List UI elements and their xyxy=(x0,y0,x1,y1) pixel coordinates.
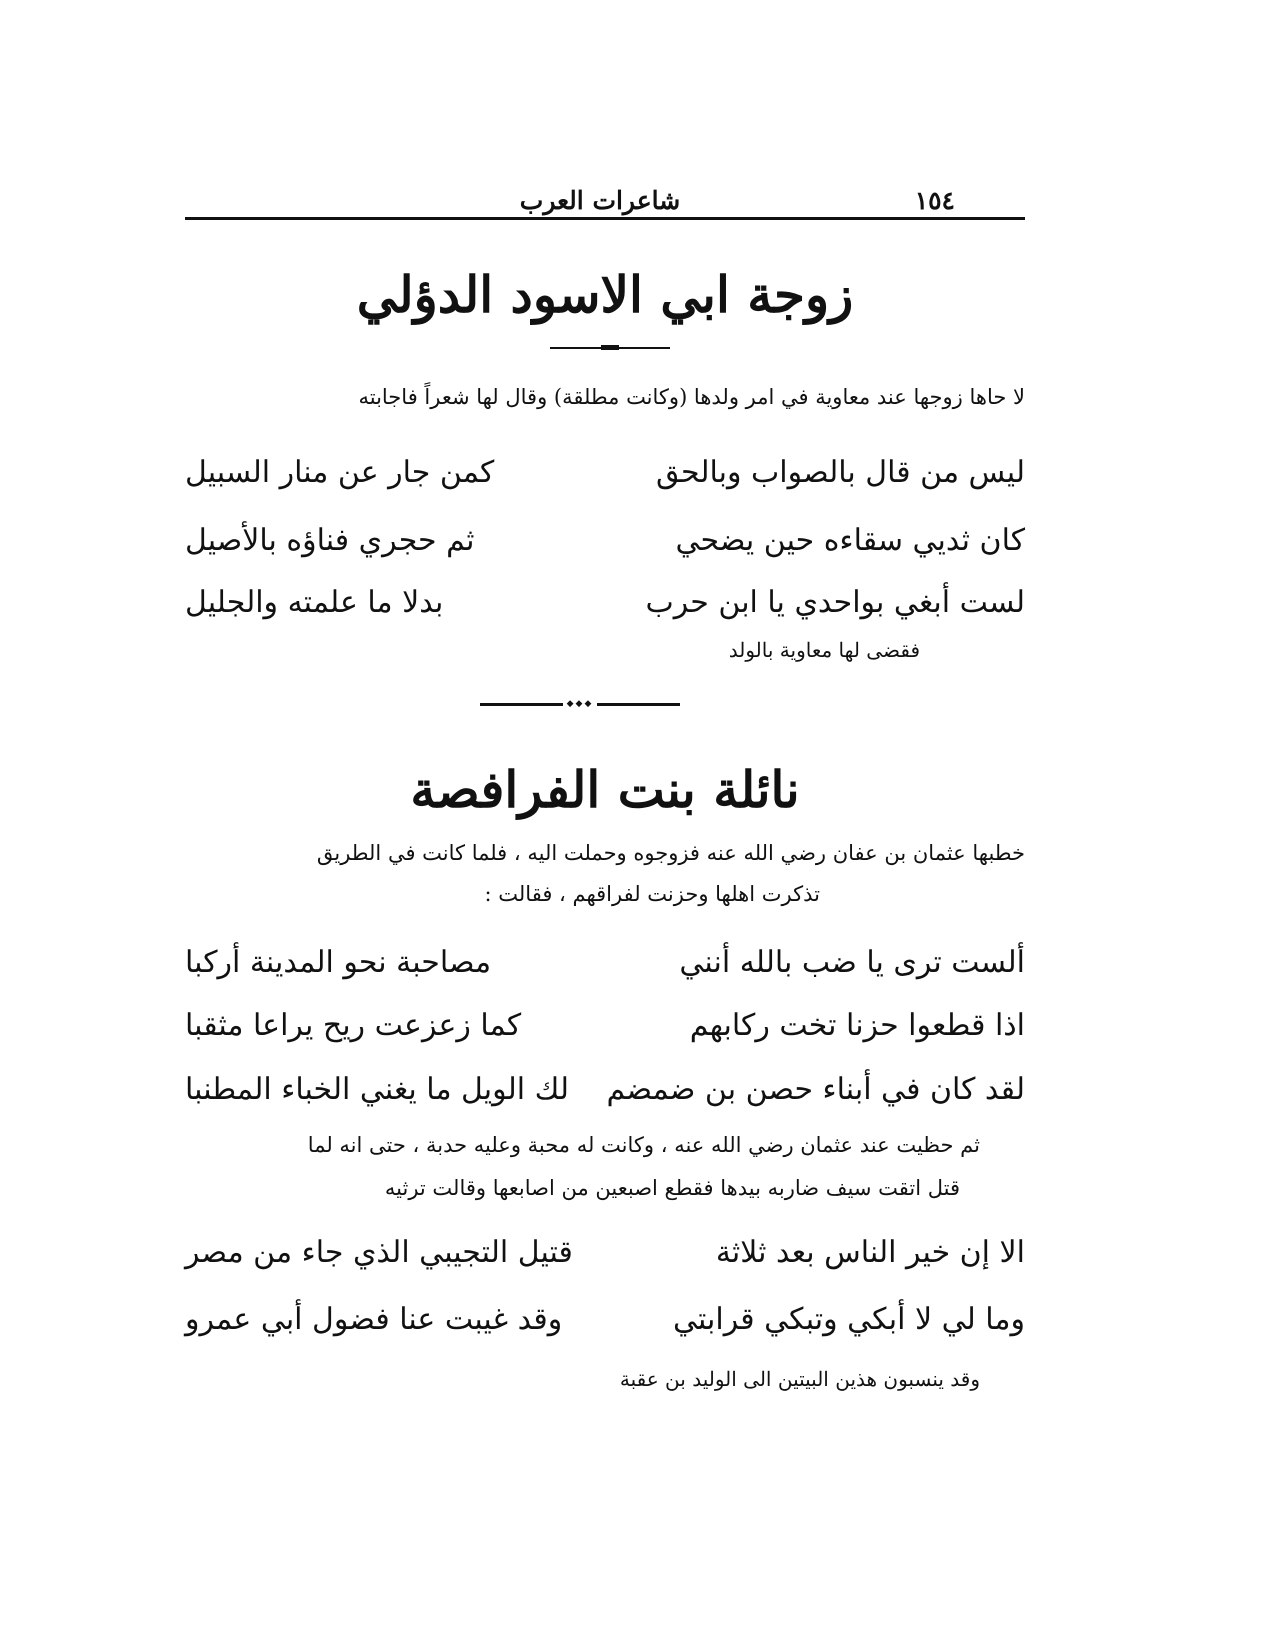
title-underline-1 xyxy=(550,347,670,349)
verse-second-hemistich: قتيل التجيبي الذي جاء من مصر xyxy=(185,1235,573,1270)
section-title-2: نائلة بنت الفرافصة xyxy=(410,760,800,819)
book-title: شاعرات العرب xyxy=(519,186,681,215)
verse-line xyxy=(185,998,1025,1054)
middle-paragraph-line2: قتل اتقت سيف ضاربه بيدها فقطع اصبعين من اصابعها وقالت ترثيه xyxy=(384,1176,960,1200)
verse-first-hemistich: لقد كان في أبناء حصن بن ضمضم xyxy=(606,1072,1025,1107)
verse-first-hemistich: لست أبغي بواحدي يا ابن حرب xyxy=(645,585,1025,620)
intro-paragraph-2-line2: تذكرت اهلها وحزنت لفراقهم ، فقالت : xyxy=(484,882,820,906)
verse-line xyxy=(185,1225,1025,1281)
verse-line xyxy=(185,575,1025,631)
verse-second-hemistich: مصاحبة نحو المدينة أركبا xyxy=(185,945,492,980)
header-rule xyxy=(185,217,1025,220)
verse-line xyxy=(185,1292,1025,1348)
verse-first-hemistich: ليس من قال بالصواب وبالحق xyxy=(656,455,1025,490)
verse-first-hemistich: اذا قطعوا حزنا تخت ركابهم xyxy=(689,1008,1025,1043)
verse-first-hemistich: الا إن خير الناس بعد ثلاثة xyxy=(715,1235,1025,1270)
verse-second-hemistich: كما زعزعت ريح يراعا مثقبا xyxy=(185,1008,522,1043)
intro-paragraph-2-line1: خطبها عثمان بن عفان رضي الله عنه فزوجوه وحملت اليه ، فلما كانت في الطريق xyxy=(316,841,1025,865)
verse-line xyxy=(185,513,1025,569)
outro-line-1: فقضى لها معاوية بالولد xyxy=(728,638,920,662)
verse-first-hemistich: وما لي لا أبكي وتبكي قرابتي xyxy=(673,1302,1025,1337)
verse-line xyxy=(185,1062,1025,1118)
verse-second-hemistich: لك الويل ما يغني الخباء المطنبا xyxy=(185,1072,570,1107)
verse-first-hemistich: كان ثديي سقاءه حين يضحي xyxy=(675,523,1025,558)
verse-second-hemistich: وقد غيبت عنا فضول أبي عمرو xyxy=(185,1302,563,1337)
intro-paragraph-1: لا حاها زوجها عند معاوية في امر ولدها (وكانت مطلقة) وقال لها شعراً فاجابته xyxy=(358,385,1025,409)
page-number: ١٥٤ xyxy=(914,186,955,215)
section-title-1: زوجة ابي الاسود الدؤلي xyxy=(356,265,854,324)
verse-line xyxy=(185,935,1025,991)
section-divider: ◆◆◆ xyxy=(480,703,680,706)
middle-paragraph-line1: ثم حظيت عند عثمان رضي الله عنه ، وكانت له محبة وعليه حدبة ، حتى انه لما xyxy=(307,1133,980,1157)
outro-line-2: وقد ينسبون هذين البيتين الى الوليد بن عقبة xyxy=(619,1367,980,1391)
verse-second-hemistich: بدلا ما علمته والجليل xyxy=(185,585,444,620)
verse-first-hemistich: ألست ترى يا ضب بالله أنني xyxy=(679,945,1025,980)
verse-second-hemistich: ثم حجري فناؤه بالأصيل xyxy=(185,523,475,558)
verse-second-hemistich: كمن جار عن منار السبيل xyxy=(185,455,495,490)
verse-line xyxy=(185,445,1025,501)
